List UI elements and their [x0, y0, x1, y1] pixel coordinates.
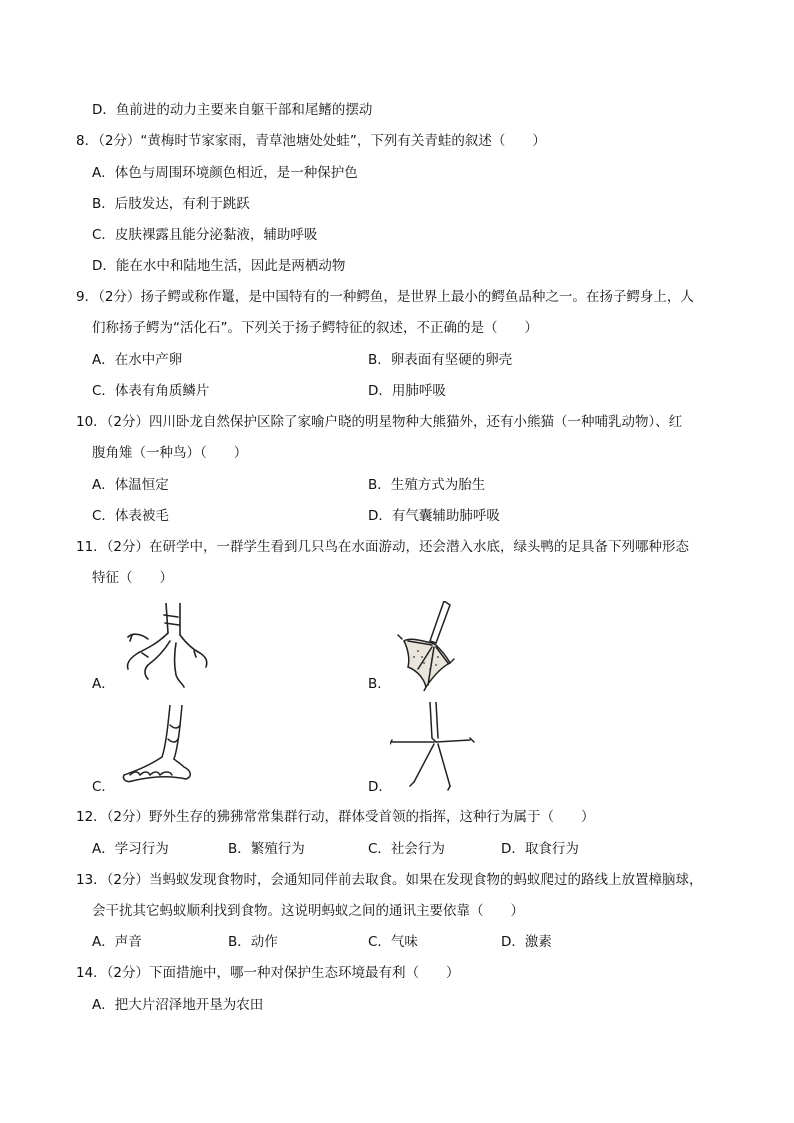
q8-stem: 8．（2分）“黄梅时节家家雨，青草池塘处处蛙”，下列有关青蛙的叙述（ ）: [76, 133, 546, 149]
q13-option-d: D．激素: [501, 934, 552, 950]
q9-option-b: B．卵表面有坚硬的卵壳: [368, 352, 513, 368]
q12-option-b: B．繁殖行为: [228, 841, 305, 857]
q9-stem-line1: 9．（2分）扬子鳄或称作鼍，是中国特有的一种鳄鱼，是世界上最小的鳄鱼品种之一。在扬子鳄身上，人: [76, 289, 694, 305]
q14-stem: 14．（2分）下面措施中，哪一种对保护生态环境最有利（ ）: [76, 965, 460, 981]
q13-option-b: B．动作: [228, 934, 278, 950]
bird-foot-lobed-figure: [118, 705, 208, 790]
bird-foot-webbed-figure: [388, 601, 468, 691]
q9-stem-line2: 们称扬子鳄为“活化石”。下列关于扬子鳄特征的叙述，不正确的是（ ）: [92, 320, 538, 336]
q9-option-c: C．体表有角质鳞片: [92, 383, 210, 399]
q10-stem-line1: 10．（2分）四川卧龙自然保护区除了家喻户晓的明星物种大熊猫外，还有小熊猫（一种哺乳动物）、红: [76, 414, 683, 430]
q10-option-b: B．生殖方式为胎生: [368, 477, 486, 493]
q13-stem-line2: 会干扰其它蚂蚁顺利找到食物。这说明蚂蚁之间的通讯主要依靠（ ）: [92, 903, 524, 919]
q8-option-c: C．皮肤裸露且能分泌黏液，辅助呼吸: [92, 227, 318, 243]
q10-option-a: A．体温恒定: [92, 477, 169, 493]
q11-option-b: B．: [368, 676, 391, 692]
q13-option-a: A．声音: [92, 934, 142, 950]
q11-stem-line1: 11．（2分）在研学中，一群学生看到几只鸟在水面游动，还会潜入水底，绿头鸭的足具备下列哪种形态: [76, 539, 690, 555]
q12-option-a: A．学习行为: [92, 841, 169, 857]
q11-stem-line2: 特征（ ）: [92, 570, 173, 586]
q12-option-c: C．社会行为: [368, 841, 445, 857]
q8-option-a: A．体色与周围环境颜色相近，是一种保护色: [92, 165, 358, 181]
bird-foot-long-toes-figure: [390, 702, 480, 792]
q8-option-d: D．能在水中和陆地生活，因此是两栖动物: [92, 258, 346, 274]
q11-option-c: C．: [92, 779, 115, 795]
q14-option-a: A．把大片沼泽地开垦为农田: [92, 997, 264, 1013]
q10-option-d: D．有气囊辅助肺呼吸: [368, 508, 500, 524]
q7-option-d: D．鱼前进的动力主要来自躯干部和尾鳍的摆动: [92, 102, 373, 118]
q9-option-d: D．用肺呼吸: [368, 383, 446, 399]
q12-stem: 12．（2分）野外生存的狒狒常常集群行动，群体受首领的指挥，这种行为属于（ ）: [76, 809, 595, 825]
q11-option-d: D．: [368, 779, 392, 795]
q9-option-a: A．在水中产卵: [92, 352, 183, 368]
q13-option-c: C．气味: [368, 934, 418, 950]
q10-option-c: C．体表被毛: [92, 508, 169, 524]
q8-option-b: B．后肢发达，有利于跳跃: [92, 196, 250, 212]
bird-foot-talons-figure: [118, 603, 218, 688]
q12-option-d: D．取食行为: [501, 841, 579, 857]
q10-stem-line2: 腹角雉（一种鸟）（ ）: [92, 445, 248, 461]
q13-stem-line1: 13．（2分）当蚂蚁发现食物时，会通知同伴前去取食。如果在发现食物的蚂蚁爬过的路线上放置樟脑球，: [76, 872, 703, 888]
q11-option-a: A．: [92, 676, 115, 692]
